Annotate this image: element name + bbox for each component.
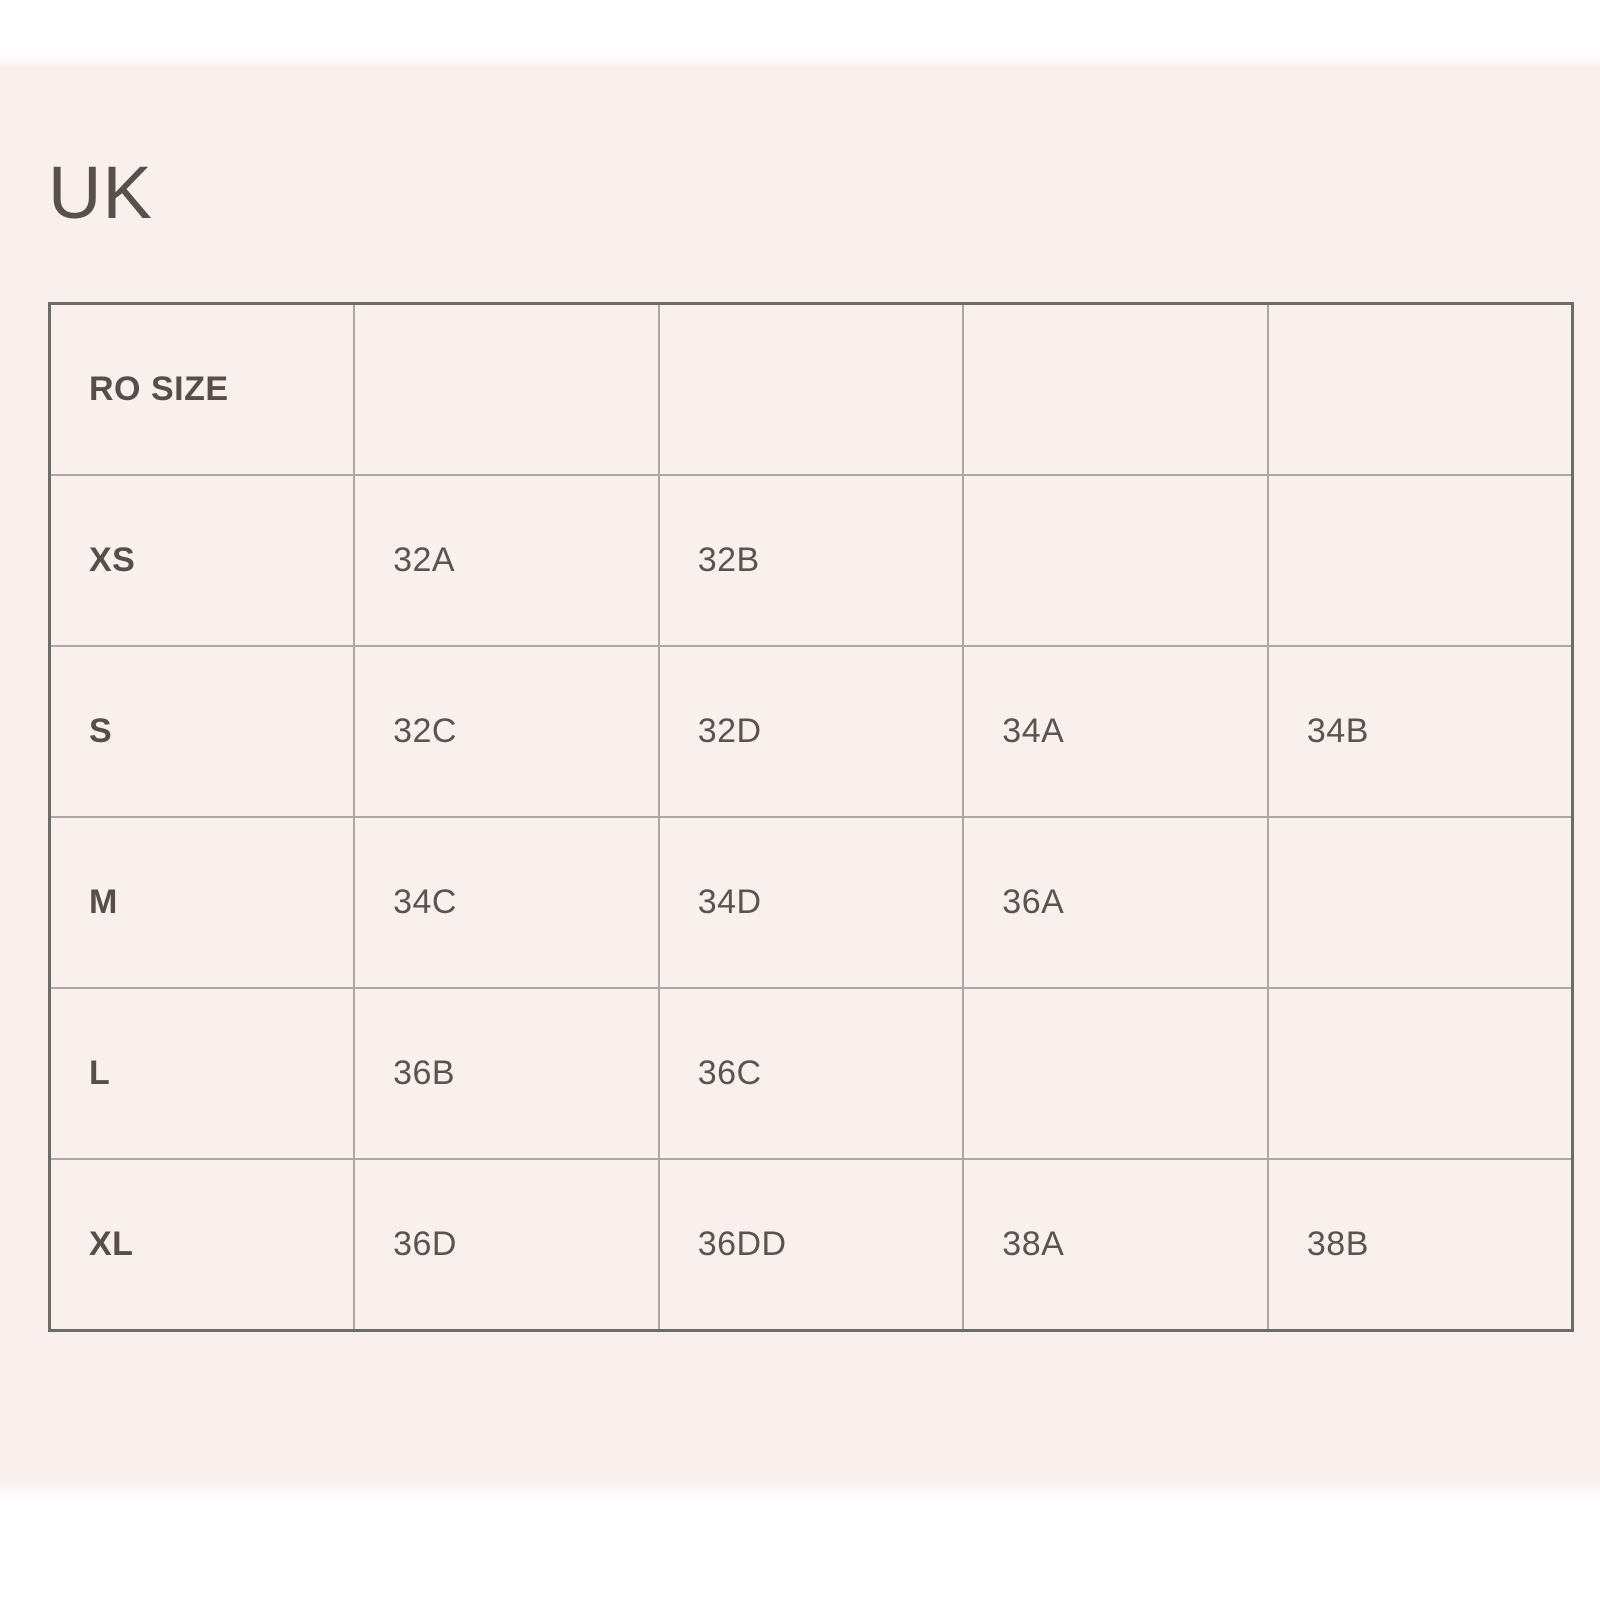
- row-label: XL: [50, 1159, 355, 1330]
- size-cell: 32C: [354, 646, 659, 817]
- size-cell: 36C: [659, 988, 964, 1159]
- table-row-l: [50, 988, 1573, 1159]
- row-label: L: [50, 988, 355, 1159]
- size-cell: 32A: [354, 475, 659, 646]
- table-row-xs: [50, 475, 1573, 646]
- size-cell: 38A: [963, 1159, 1268, 1330]
- size-cell: [659, 304, 964, 475]
- table-row-header: [50, 304, 1573, 475]
- row-label: RO SIZE: [50, 304, 355, 475]
- size-cell: 38B: [1268, 1159, 1573, 1330]
- table-row-m: [50, 817, 1573, 988]
- row-label: XS: [50, 475, 355, 646]
- page-title: UK: [48, 151, 153, 234]
- size-cell: [1268, 475, 1573, 646]
- size-cell: 32B: [659, 475, 964, 646]
- size-cell: 34D: [659, 817, 964, 988]
- size-cell: 36D: [354, 1159, 659, 1330]
- row-label: M: [50, 817, 355, 988]
- table-row-s: [50, 646, 1573, 817]
- size-cell: 36B: [354, 988, 659, 1159]
- size-cell: [1268, 988, 1573, 1159]
- size-cell: 34C: [354, 817, 659, 988]
- size-cell: 32D: [659, 646, 964, 817]
- size-cell: [963, 475, 1268, 646]
- size-chart-body: [50, 304, 1573, 1331]
- row-label: S: [50, 646, 355, 817]
- size-cell: [1268, 304, 1573, 475]
- size-cell: [963, 304, 1268, 475]
- size-cell: [1268, 817, 1573, 988]
- size-cell: 36A: [963, 817, 1268, 988]
- size-cell: 34A: [963, 646, 1268, 817]
- table-row-xl: [50, 1159, 1573, 1330]
- size-cell: 34B: [1268, 646, 1573, 817]
- size-chart-table: [48, 302, 1574, 1332]
- size-cell: [963, 988, 1268, 1159]
- size-cell: 36DD: [659, 1159, 964, 1330]
- size-cell: [354, 304, 659, 475]
